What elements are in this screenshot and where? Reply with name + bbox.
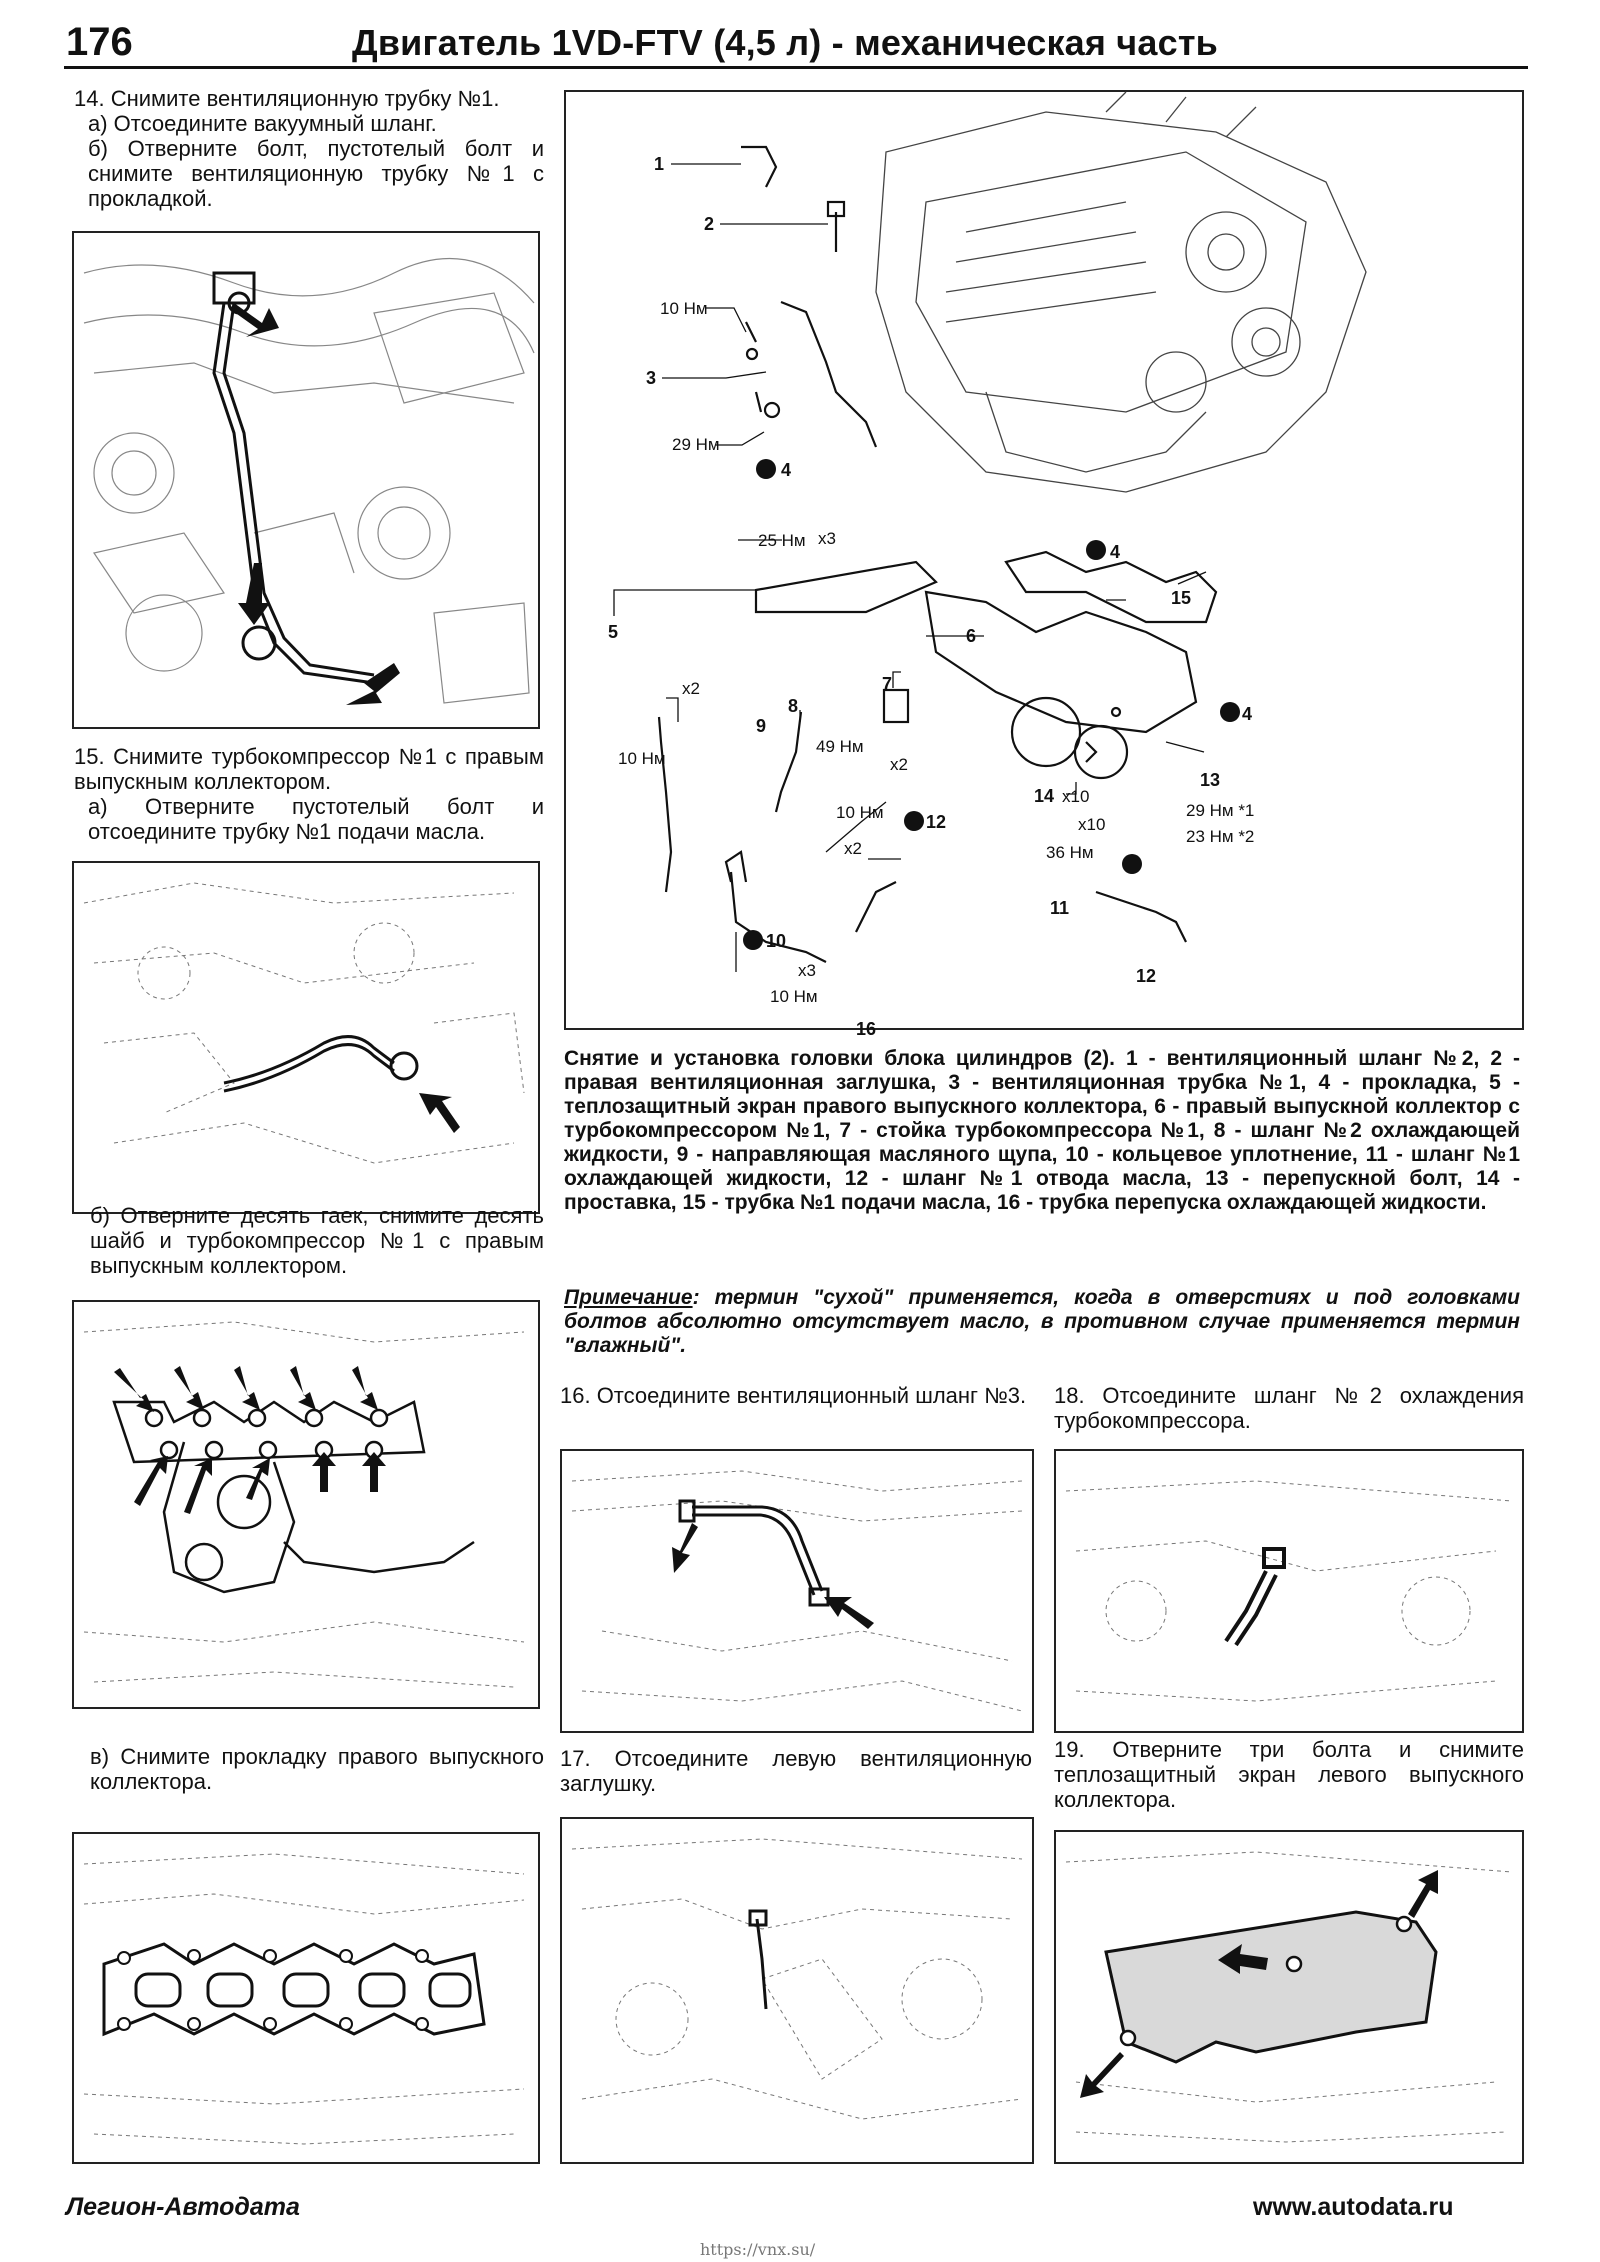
part-11-hose (856, 882, 896, 932)
label-15: 15 (1171, 588, 1192, 608)
part-12-oil-hose (1096, 892, 1186, 942)
header-rule (64, 66, 1528, 69)
arrow (419, 1093, 460, 1133)
count-x2-b: x2 (890, 755, 908, 774)
label-12b: 12 (1136, 966, 1157, 986)
exploded-diagram (564, 90, 1524, 1039)
label-3: 3 (646, 368, 657, 388)
arrows (114, 1366, 386, 1514)
part-8-hose (776, 712, 801, 812)
arrows (230, 303, 400, 705)
label-11: 11 (1050, 898, 1070, 918)
count-x10-b: x10 (1078, 815, 1106, 834)
label-9: 9 (756, 716, 767, 736)
fig-coolant-hose-2 (1054, 1449, 1524, 1733)
torque-29-star1: 29 Нм *1 (1186, 801, 1255, 820)
label-1: 1 (654, 154, 665, 174)
diagram-caption: Снятие и установка головки блока цилиндров (2). 1 - вентиляционный шланг №2, 2 - правая вентиляционная заглушка, 3 - вентиляционная трубка №1, 4 - прокладка, 5 - теплозащитный экран правого выпускного коллектора, 6 - правый выпускной коллектор с турбокомпрессором №1, 7 - стойка турбокомпрессора №1, 8 - шланг №2 охлаждающей жидкости, 9 - направляющая масляного щупа, 10 - кольцевое уплотнение, 11 - шланг №1 охлаждающей жидкости, 12 - шланг №1 отвода масла, 13 - перепускной болт, 14 - проставка, 15 - трубка №1 подачи масла, 16 - трубка перепуска охлаждающей жидкости. (564, 1047, 1520, 1214)
note-text: : термин "сухой" применяется, когда в отверстиях и под головками болтов абсолютно отсутствует масло, в противном случае применяется термин "влажный". (564, 1286, 1520, 1357)
part-6-manifold (926, 592, 1196, 732)
step14-a: а) Отсоедините вакуумный шланг. (88, 111, 437, 136)
label-4c: 4 (1242, 704, 1253, 724)
fig-left-vent-plug (560, 1817, 1034, 2164)
torque-10-d: 10 Нм (770, 987, 818, 1006)
label-10: 10 (766, 931, 787, 951)
step14-title: 14. Снимите вентиляционную трубку №1. (74, 86, 500, 111)
label-4b: 4 (1110, 542, 1121, 562)
fig-turbo-manifold-nuts (72, 1300, 540, 1709)
arrows (672, 1523, 874, 1629)
step18-text: 18. Отсоедините шланг №2 охлаждения турбокомпрессора. (1054, 1383, 1524, 1433)
step15-c (90, 1744, 544, 1794)
engine-block-sketch (876, 92, 1366, 492)
label-2: 2 (704, 214, 715, 234)
step16-text: 16. Отсоедините вентиляционный шланг №3. (560, 1383, 1027, 1408)
step15-b-text: б) Отверните десять гаек, снимите десять шайб и турбокомпрессор №1 с правым выпускным коллектором. (90, 1203, 544, 1278)
count-x2-c: x2 (844, 839, 862, 858)
fig-vent-tube-removal (72, 231, 540, 729)
step15-a: а) Отверните пустотелый болт и отсоедините трубку №1 подачи масла. (88, 794, 544, 844)
step14-b: б) Отверните болт, пустотелый болт и снимите вентиляционную трубку №1 с прокладкой. (88, 136, 544, 211)
count-x10-a: x10 (1062, 787, 1090, 806)
part-15-oil-pipe-gasket (1006, 552, 1216, 622)
fig-oil-pipe-removal (72, 861, 540, 1214)
label-7: 7 (882, 674, 893, 694)
torque-10-a: 10 Нм (660, 299, 708, 318)
torque-10-b: 10 Нм (618, 749, 666, 768)
torque-25: 25 Нм (758, 531, 806, 550)
part-1-hose (741, 147, 776, 187)
step19-text: 19. Отверните три болта и снимите теплозащитный экран левого выпускного коллектора. (1054, 1737, 1524, 1812)
step14-text (74, 86, 544, 211)
label-12a: 12 (926, 812, 947, 832)
label-5: 5 (608, 622, 619, 642)
footer-publisher: Легион-Автодата (66, 2193, 300, 2221)
torque-29: 29 Нм (672, 435, 720, 454)
part-7-stay (884, 690, 908, 722)
label-6: 6 (966, 626, 977, 646)
torque-36: 36 Нм (1046, 843, 1094, 862)
step15-b (90, 1203, 544, 1278)
label-16: 16 (856, 1019, 877, 1039)
torque-23-star2: 23 Нм *2 (1186, 827, 1255, 846)
step15-c-text: в) Снимите прокладку правого выпускного коллектора. (90, 1744, 544, 1794)
footer-website[interactable]: www.autodata.ru (1253, 2193, 1454, 2221)
part-5-heat-shield (756, 562, 936, 612)
fig-manifold-gasket (72, 1832, 540, 2164)
fig-vent-tube-drawing (74, 233, 538, 727)
note-label: Примечание (564, 1286, 693, 1309)
count-x3-a: x3 (818, 529, 836, 548)
part-3-tube (781, 302, 876, 447)
step15-title: 15. Снимите турбокомпрессор №1 с правым выпускным коллектором. (74, 744, 544, 794)
fig-left-heat-shield (1054, 1830, 1524, 2164)
step15-text (74, 744, 544, 844)
label-8: 8 (788, 696, 799, 716)
note (564, 1286, 1520, 1358)
label-14: 14 (1034, 786, 1055, 806)
step17-text: 17. Отсоедините левую вентиляционную заглушку. (560, 1746, 1032, 1796)
page-number: 176 (66, 20, 133, 64)
page-title: Двигатель 1VD-FTV (4,5 л) - механическая часть (352, 22, 1218, 63)
torque-10-c: 10 Нм (836, 803, 884, 822)
fig-vent-hose-3 (560, 1449, 1034, 1733)
torque-49: 49 Нм (816, 737, 864, 756)
watermark: https://vnx.su/ (700, 2240, 816, 2259)
label-13: 13 (1200, 770, 1221, 790)
count-x3-b: x3 (798, 961, 816, 980)
part-9-dipstick-guide (659, 717, 671, 892)
label-4a: 4 (781, 460, 792, 480)
count-x2-a: x2 (682, 679, 700, 698)
